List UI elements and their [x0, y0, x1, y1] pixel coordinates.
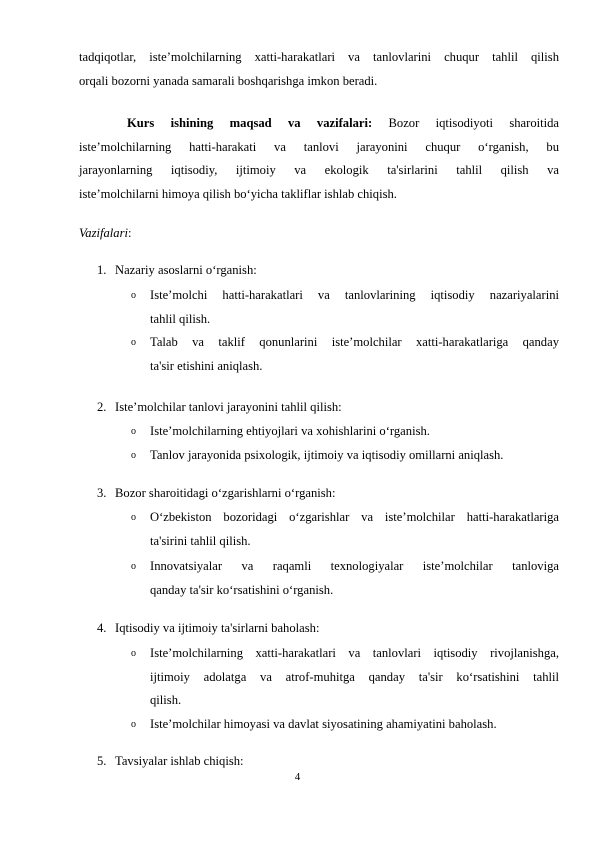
task-number: 1.: [97, 263, 107, 277]
intro-line-2: orqali bozorni yanada samarali boshqarishga imkon beradi.: [79, 73, 378, 88]
bullet-line: tahlil qilish.: [150, 311, 211, 326]
task-3-bullet-2: [131, 555, 559, 602]
bullet-line: qilish.: [150, 693, 182, 707]
task-item-1: [97, 259, 257, 283]
bullet-text: [150, 506, 559, 553]
task-item-5: [97, 750, 244, 774]
bullet-text: [150, 642, 559, 713]
bullet-marker-icon: o: [131, 426, 136, 437]
task-1-bullet-1: [131, 284, 559, 331]
task-item-4: [97, 617, 319, 641]
task-number: 3.: [97, 486, 107, 500]
task-title: Bozor sharoitidagi o‘zgarishlarni o‘rganish:: [115, 486, 336, 500]
task-title: Tavsiyalar ishlab chiqish:: [115, 754, 244, 768]
task-number: 5.: [97, 754, 107, 768]
task-number: 4.: [97, 621, 107, 635]
bullet-line: ta'sirini tahlil qilish.: [150, 533, 251, 548]
bullet-text: [150, 331, 559, 378]
bullet-line: Iste’molchi hatti-harakatlari va tanlovlarining iqtisodiy nazariyalarini: [150, 288, 559, 302]
task-4-bullet-1: [131, 642, 559, 713]
goals-line-2: iste’molchilarning hatti-harakati va tanlovi jarayonini chuqur o‘rganish, bu: [79, 139, 559, 154]
task-item-2: [97, 396, 342, 420]
tasks-label-colon: :: [128, 226, 132, 240]
bullet-marker-icon: o: [131, 450, 136, 461]
tasks-label-text: Vazifalari: [79, 226, 128, 240]
task-4-bullet-2: [131, 713, 559, 737]
task-2-bullet-1: [131, 420, 559, 444]
bullet-line: Iste’molchilarning xatti-harakatlari va tanlovlari iqtisodiy rivojlanishga,: [150, 646, 559, 660]
goals-line-3: jarayonlarning iqtisodiy, ijtimoiy va ekologik ta'sirlarini tahlil qilish va: [79, 163, 559, 177]
bullet-marker-icon: o: [131, 561, 136, 572]
task-title: Nazariy asoslarni o‘rganish:: [115, 263, 257, 277]
bullet-text: [150, 420, 559, 444]
bullet-text: [150, 444, 559, 468]
goals-heading: Kurs ishining maqsad va vazifalari:: [127, 116, 373, 130]
task-2-bullet-2: [131, 444, 559, 468]
bullet-marker-icon: o: [131, 290, 136, 301]
bullet-marker-icon: o: [131, 719, 136, 730]
task-number: 2.: [97, 400, 107, 414]
goals-line-4: iste’molchilarni himoya qilish bo‘yicha takliflar ishlab chiqish.: [79, 186, 397, 201]
bullet-marker-icon: o: [131, 512, 136, 523]
task-item-3: [97, 482, 335, 506]
goals-line-1: [79, 112, 559, 136]
bullet-line: ta'sir etishini aniqlash.: [150, 358, 263, 373]
intro-paragraph: [79, 46, 559, 93]
goals-paragraph: [79, 112, 559, 206]
bullet-line: ijtimoiy adolatga va atrof-muhitga qanday ta'sir ko‘rsatishini tahlil: [150, 669, 559, 684]
bullet-line: Iste’molchilar himoyasi va davlat siyosatining ahamiyatini baholash.: [150, 717, 497, 731]
bullet-text: [150, 713, 559, 737]
bullet-text: [150, 284, 559, 331]
bullet-line: Talab va taklif qonunlarini iste’molchilar xatti-harakatlariga qanday: [150, 335, 559, 349]
bullet-line: Innovatsiyalar va raqamli texnologiyalar iste’molchilar tanloviga: [150, 559, 559, 573]
page-number: 4: [294, 771, 301, 783]
bullet-line: O‘zbekiston bozoridagi o‘zgarishlar va iste’molchilar hatti-harakatlariga: [150, 510, 559, 524]
task-1-bullet-2: [131, 331, 559, 378]
tasks-label: [79, 222, 559, 246]
task-title: Iste’molchilar tanlovi jarayonini tahlil qilish:: [115, 400, 342, 414]
bullet-line: Iste’molchilarning ehtiyojlari va xohishlarini o‘rganish.: [150, 424, 430, 438]
bullet-line: qanday ta'sir ko‘rsatishini o‘rganish.: [150, 582, 334, 597]
goals-text-first: Bozor iqtisodiyoti sharoitida: [388, 116, 559, 130]
bullet-text: [150, 555, 559, 602]
intro-line-1: tadqiqotlar, iste’molchilarning xatti-harakatlari va tanlovlarini chuqur tahlil qilish: [79, 50, 559, 64]
bullet-marker-icon: o: [131, 648, 136, 659]
bullet-line: Tanlov jarayonida psixologik, ijtimoiy va iqtisodiy omillarni aniqlash.: [150, 448, 504, 462]
task-title: Iqtisodiy va ijtimoiy ta'sirlarni baholash:: [115, 621, 320, 635]
bullet-marker-icon: o: [131, 337, 136, 348]
task-3-bullet-1: [131, 506, 559, 553]
